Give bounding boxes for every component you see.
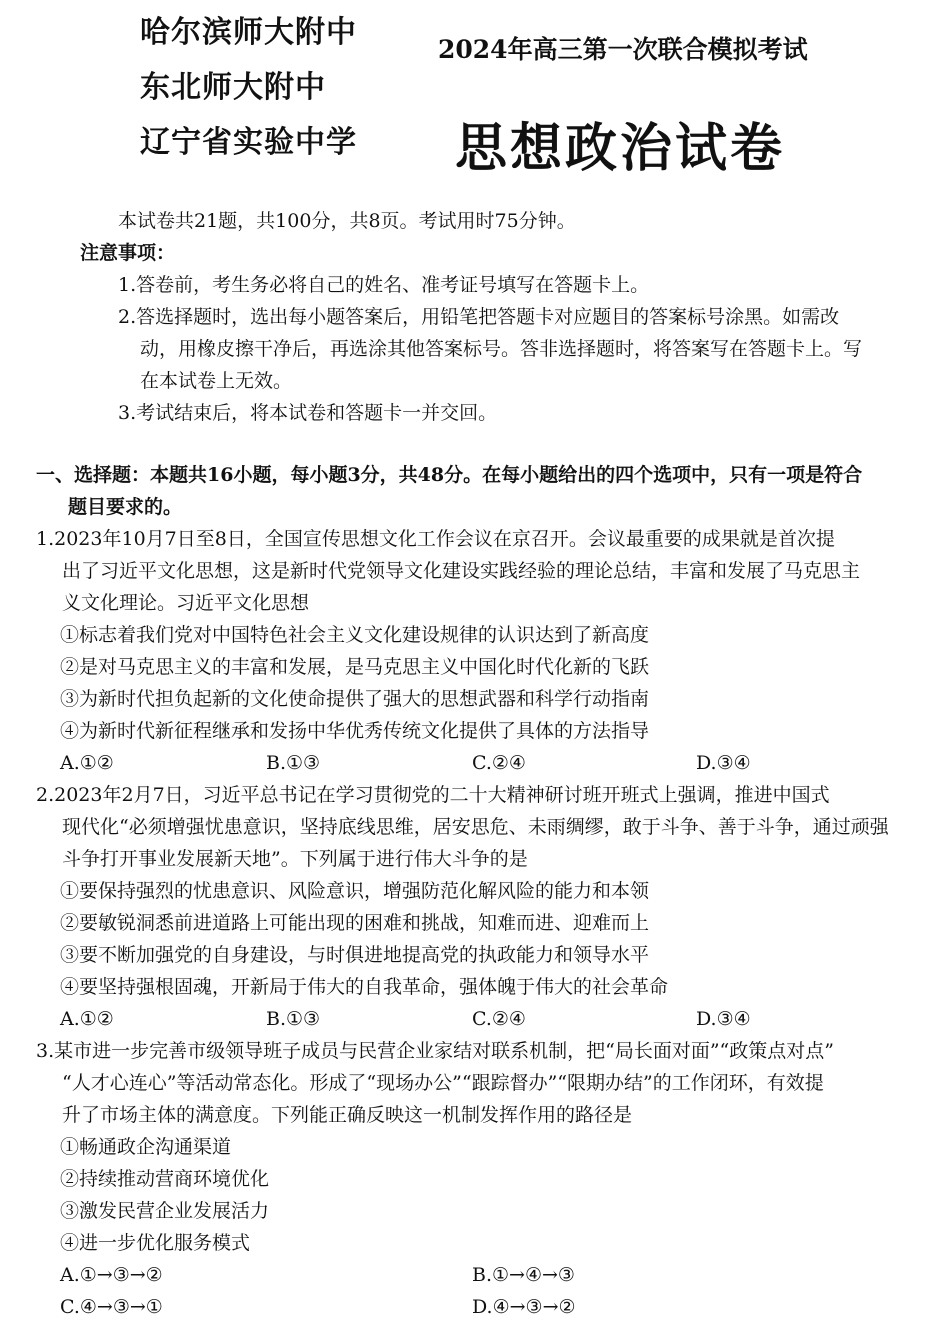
spacer [0,429,950,459]
section-heading: 一、选择题：本题共16小题，每小题3分，共48分。在每小题给出的四个选项中，只有一项是符合 [36,464,863,486]
question-stem-continued: “人才心连心”等活动常态化。形成了“现场办公”“跟踪督办”“限期办结”的工作闭环，有效提 [62,1072,824,1094]
question-stem: 3.某市进一步完善市级领导班子成员与民营企业家结对联系机制，把“局长面对面”“政策点对点” [36,1040,834,1062]
note-item-continued: 在本试卷上无效。 [140,370,293,392]
question-stem-continued: 义文化理论。习近平文化思想 [62,592,310,614]
answer-choice-b: B.①③ [266,1008,321,1030]
question-stem: 1.2023年10月7日至8日，全国宣传思想文化工作会议在京召开。会议最重要的成果就是首次提 [36,528,835,550]
question-2 [0,779,950,1035]
note-item-continued: 动，用橡皮擦干净后，再选涂其他答案标号。答非选择题时，将答案写在答题卡上。写 [140,338,863,360]
paper-title: 思想政治试卷 [455,119,786,179]
note-item: 3.考试结束后，将本试卷和答题卡一并交回。 [118,402,498,424]
statement-option: ③要不断加强党的自身建设，与时俱进地提高党的执政能力和领导水平 [60,944,650,966]
exam-body [0,205,950,1323]
statement-option: ③为新时代担负起新的文化使命提供了强大的思想武器和科学行动指南 [60,688,650,710]
notes-heading: 注意事项： [80,242,176,264]
school-name: 辽宁省实验中学 [140,125,357,160]
question-stem-continued: 现代化“必须增强忧患意识，坚持底线思维，居安思危、未雨绸缪，敢于斗争、善于斗争，通过顽强 [62,816,889,838]
school-list [140,16,357,181]
answer-choices-row [0,1291,950,1323]
answer-choice-c: C.②④ [472,752,526,774]
exam-title: 2024年高三第一次联合模拟考试 [438,35,808,64]
answer-choices-row [0,1259,950,1291]
statement-option: ①要保持强烈的忧患意识、风险意识，增强防范化解风险的能力和本领 [60,880,650,902]
note-item: 1.答卷前，考生务必将自己的姓名、准考证号填写在答题卡上。 [118,274,650,296]
statement-option: ③激发民营企业发展活力 [60,1200,270,1222]
statement-option: ④进一步优化服务模式 [60,1232,251,1254]
statement-option: ①标志着我们党对中国特色社会主义文化建设规律的认识达到了新高度 [60,624,650,646]
question-stem: 2.2023年2月7日，习近平总书记在学习贯彻党的二十大精神研讨班开班式上强调，推进中国式 [36,784,830,806]
question-3 [0,1035,950,1323]
section-heading-continued: 题目要求的。 [68,496,183,518]
exam-intro: 本试卷共21题，共100分，共8页。考试用时75分钟。 [118,210,576,232]
answer-choices [0,1003,950,1035]
answer-choice-d: D.③④ [696,1008,751,1030]
statement-option: ②是对马克思主义的丰富和发展，是马克思主义中国化时代化新的飞跃 [60,656,650,678]
answer-choice-a: A.①→③→② [60,1264,163,1286]
answer-choice-d: D.④→③→② [472,1296,576,1318]
statement-option: ②要敏锐洞悉前进道路上可能出现的困难和挑战，知难而进、迎难而上 [60,912,650,934]
note-item: 2.答选择题时，选出每小题答案后，用铅笔把答题卡对应题目的答案标号涂黑。如需改 [118,306,840,328]
question-stem-continued: 出了习近平文化思想，这是新时代党领导文化建设实践经验的理论总结，丰富和发展了马克思主 [62,560,861,582]
answer-choice-c: C.④→③→① [60,1296,163,1318]
answer-choice-c: C.②④ [472,1008,526,1030]
answer-choice-d: D.③④ [696,752,751,774]
question-1 [0,523,950,779]
question-stem-continued: 斗争打开事业发展新天地”。下列属于进行伟大斗争的是 [62,848,528,870]
question-stem-continued: 升了市场主体的满意度。下列能正确反映这一机制发挥作用的路径是 [62,1104,633,1126]
answer-choice-a: A.①② [60,1008,114,1030]
school-name: 哈尔滨师大附中 [140,15,357,50]
statement-option: ②持续推动营商环境优化 [60,1168,270,1190]
statement-option: ④为新时代新征程继承和发扬中华优秀传统文化提供了具体的方法指导 [60,720,650,742]
answer-choices [0,747,950,779]
answer-choice-a: A.①② [60,752,114,774]
answer-choice-b: B.①③ [266,752,321,774]
statement-option: ①畅通政企沟通渠道 [60,1136,232,1158]
school-name: 东北师大附中 [140,70,326,105]
statement-option: ④要坚持强根固魂，开新局于伟大的自我革命，强体魄于伟大的社会革命 [60,976,669,998]
answer-choice-b: B.①→④→③ [472,1264,575,1286]
